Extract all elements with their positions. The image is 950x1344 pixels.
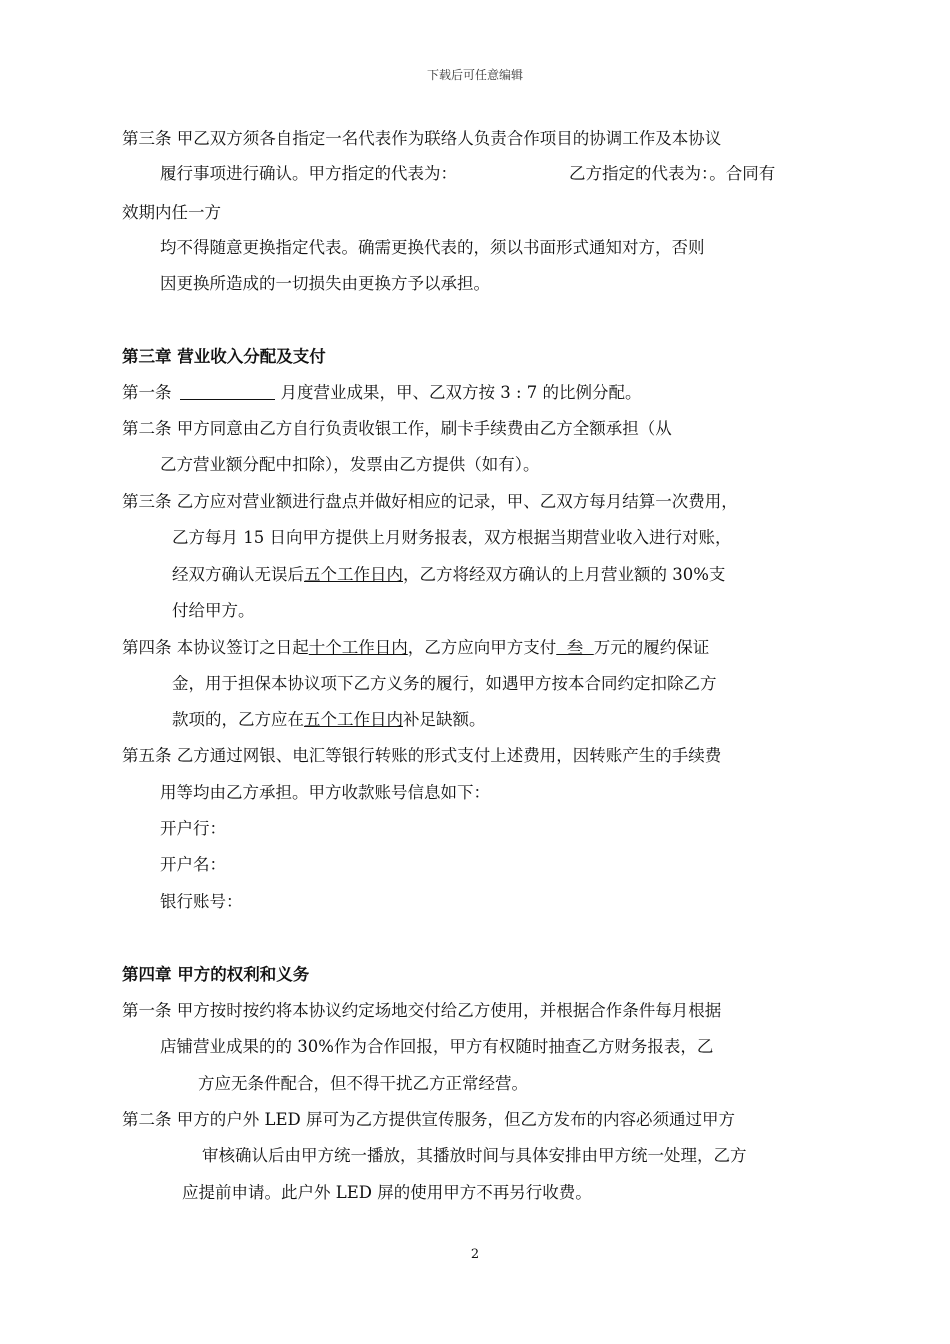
ch4-a2-line3: 应提前申请。此户外 LED 屏的使用甲方不再另行收费。 [182, 1183, 592, 1202]
account-number-label: 银行账号： [160, 892, 243, 911]
ch3-a4-l1-underlined: 十个工作日内 [308, 638, 408, 657]
ch3-a5-line1: 第五条 乙方通过网银、电汇等银行转账的形式支付上述费用，因转账产生的手续费 [122, 746, 722, 765]
ch3-a3-l3-underlined: 五个工作日内 [304, 565, 403, 584]
ch3-a4-line1 [122, 637, 709, 659]
ch3-a3-l3-a: 经双方确认无误后 [172, 565, 304, 584]
ch4-a2-line2: 审核确认后由甲方统一播放，其播放时间与具体安排由甲方统一处理，乙方 [202, 1146, 747, 1165]
ch4-a1-line3: 方应无条件配合，但不得干扰乙方正常经营。 [198, 1074, 528, 1093]
ch4-a1-line1: 第一条 甲方按时按约将本协议约定场地交付给乙方使用，并根据合作条件每月根据 [122, 1001, 722, 1020]
ch3-a4-line3 [172, 709, 486, 731]
ch3-a2-line1: 第二条 甲方同意由乙方自行负责收银工作，刷卡手续费由乙方全额承担（从 [122, 419, 672, 438]
ch3-a4-l1-amount: 叁 [556, 638, 594, 657]
ch3-a4-l1-b: ，乙方应向甲方支付 [407, 638, 557, 657]
art3-line5: 因更换所造成的一切损失由更换方予以承担。 [160, 274, 490, 293]
ch3-a4-line2: 金，用于担保本协议项下乙方义务的履行，如遇甲方按本合同约定扣除乙方 [172, 674, 717, 693]
ch3-a4-l3-b: 补足缺额。 [403, 710, 486, 729]
page-number: 2 [470, 1247, 480, 1262]
ch4-a2-line1: 第二条 甲方的户外 LED 屏可为乙方提供宣传服务，但乙方发布的内容必须通过甲方 [122, 1110, 735, 1129]
ch3-a4-l1-a: 第四条 本协议签订之日起 [122, 638, 309, 657]
ch3-a3-l3-b: ，乙方将经双方确认的上月营业额的 30%支 [403, 565, 726, 584]
ch3-a4-l3-underlined: 五个工作日内 [304, 710, 403, 729]
bank-name-label: 开户行： [160, 819, 226, 838]
ch4-a1-line2: 店铺营业成果的的 30%作为合作回报，甲方有权随时抽查乙方财务报表，乙 [160, 1037, 714, 1056]
ch3-a4-l1-c: 万元的履约保证 [593, 638, 710, 657]
art3-line3: 效期内任一方 [122, 203, 221, 222]
page-header: 下载后可任意编辑 [426, 68, 523, 82]
art3-line2-a: 履行事项进行确认。甲方指定的代表为： [160, 164, 457, 183]
art3-line2 [160, 163, 775, 185]
ch3-a3-line2: 乙方每月 15 日向甲方提供上月财务报表，双方根据当期营业收入进行对账， [172, 528, 732, 547]
blank-line [180, 383, 275, 400]
ch3-a3-line1: 第三条 乙方应对营业额进行盘点并做好相应的记录，甲、乙双方每月结算一次费用， [122, 492, 738, 511]
art3-line1: 第三条 甲乙双方须各自指定一名代表作为联络人负责合作项目的协调工作及本协议 [122, 129, 722, 148]
ch3-a5-line2: 用等均由乙方承担。甲方收款账号信息如下： [160, 783, 490, 802]
ch3-a3-line4: 付给甲方。 [172, 601, 255, 620]
ch3-a1-label: 第一条 [122, 383, 172, 402]
ch3-article1 [122, 382, 642, 404]
ch3-a3-line3 [172, 564, 725, 586]
art3-line4: 均不得随意更换指定代表。确需更换代表的，须以书面形式通知对方，否则 [160, 238, 705, 257]
art3-line2-b: 乙方指定的代表为：。合同有 [569, 164, 776, 183]
ch3-a2-line2: 乙方营业额分配中扣除），发票由乙方提供（如有）。 [160, 455, 540, 474]
ch3-a4-l3-a: 款项的，乙方应在 [172, 710, 304, 729]
chapter3-title: 第三章 营业收入分配及支付 [122, 347, 326, 366]
ch3-a1-text: 月度营业成果，甲、乙双方按 3 : 7 的比例分配。 [280, 383, 642, 402]
account-name-label: 开户名： [160, 855, 226, 874]
chapter4-title: 第四章 甲方的权利和义务 [122, 965, 310, 984]
